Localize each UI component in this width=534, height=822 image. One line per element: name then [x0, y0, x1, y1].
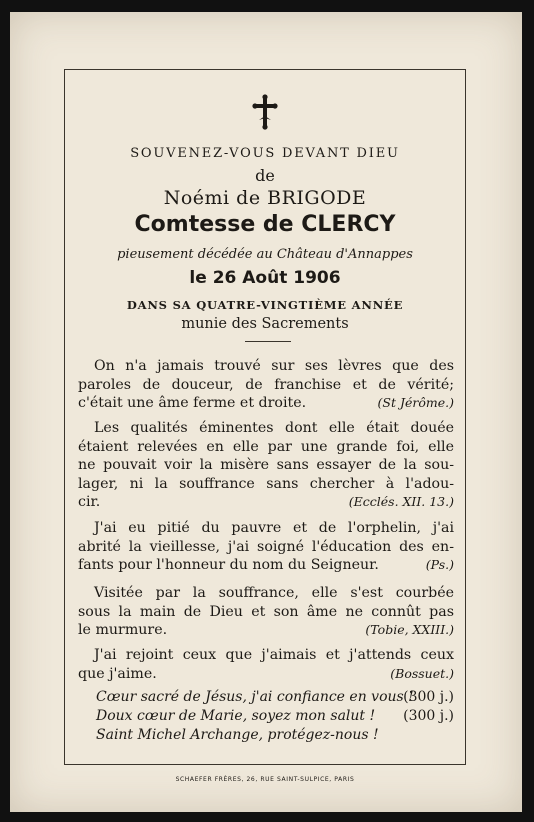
indulgence-note: (300 j.) [403, 689, 454, 705]
deceased-name: Noémi de BRIGODE [163, 187, 367, 209]
quote-source: (Ps.) [425, 557, 454, 573]
ornate-cross-icon [249, 94, 281, 130]
quote-source: (St Jérôme.) [377, 395, 454, 411]
de-line: de [255, 166, 275, 185]
prayer-line [96, 688, 454, 707]
quote-line: Visitée par la souffrance, elle s'est courbée [94, 585, 454, 601]
death-place: pieusement décédée au Château d'Annappes [117, 247, 413, 262]
quote-paragraph [78, 519, 454, 575]
quote-line: lager, ni la souffrance sans chercher à l'adou- [78, 475, 454, 492]
quote-paragraph [78, 357, 454, 413]
quote-text: le murmure. [78, 622, 168, 639]
prayer-text: Doux cœur de Marie, soyez mon salut ! [96, 708, 376, 724]
quote-line: abrité la vieillesse, j'ai soigné l'éducation des en- [78, 538, 454, 555]
quote-text: fants pour l'honneur du nom du Seigneur. [78, 557, 379, 574]
quote-source: (Ecclés. XII. 13.) [348, 494, 454, 510]
quote-line: sous la main de Dieu et son âme ne connût pas [78, 603, 454, 620]
quote-line: J'ai rejoint ceux que j'aimais et j'attends ceux [94, 647, 454, 663]
quote-line [78, 493, 454, 512]
separator-rule [245, 341, 291, 342]
quote-source: (Tobie, XXIII.) [365, 622, 454, 638]
quote-paragraph [78, 584, 454, 640]
printer-imprint: SCHAEFER FRÈRES, 26, RUE SAINT-SULPICE, PARIS [175, 776, 355, 783]
quote-line: ne pouvait voir la misère sans essayer de la sou- [78, 457, 454, 474]
quote-source: (Bossuet.) [390, 665, 454, 681]
quote-line [78, 621, 454, 640]
quote-line: étaient relevées en elle par une grande foi, elle [78, 438, 454, 455]
quote-line: On n'a jamais trouvé sur ses lèvres que des [94, 358, 454, 374]
deceased-title: Comtesse de CLERCY [134, 212, 396, 237]
quote-text: c'était une âme ferme et droite. [78, 395, 307, 412]
prayer-line [96, 726, 454, 745]
prayer-line [96, 707, 454, 726]
quote-line [78, 556, 454, 575]
quote-line: paroles de douceur, de franchise et de vérité; [78, 376, 454, 393]
sacraments-line: munie des Sacrements [181, 316, 349, 332]
quote-text: que j'aime. [78, 665, 157, 682]
quote-text: cir. [78, 494, 101, 511]
quote-line: Les qualités éminentes dont elle était douée [94, 420, 454, 436]
quote-paragraph [78, 419, 454, 512]
prayers-block [96, 688, 454, 745]
quote-line: J'ai eu pitié du pauvre et de l'orphelin, j'ai [94, 520, 454, 536]
header-remember: SOUVENEZ-VOUS DEVANT DIEU [130, 146, 400, 161]
age-line: DANS SA QUATRE-VINGTIÈME ANNÉE [126, 298, 404, 312]
quote-paragraph [78, 646, 454, 683]
quote-line [78, 665, 454, 684]
prayer-text: Cœur sacré de Jésus, j'ai confiance en vous ! [96, 689, 414, 705]
indulgence-note: (300 j.) [403, 708, 454, 724]
quote-line [78, 394, 454, 413]
death-date: le 26 Août 1906 [189, 268, 341, 288]
prayer-text: Saint Michel Archange, protégez-nous ! [96, 727, 379, 743]
